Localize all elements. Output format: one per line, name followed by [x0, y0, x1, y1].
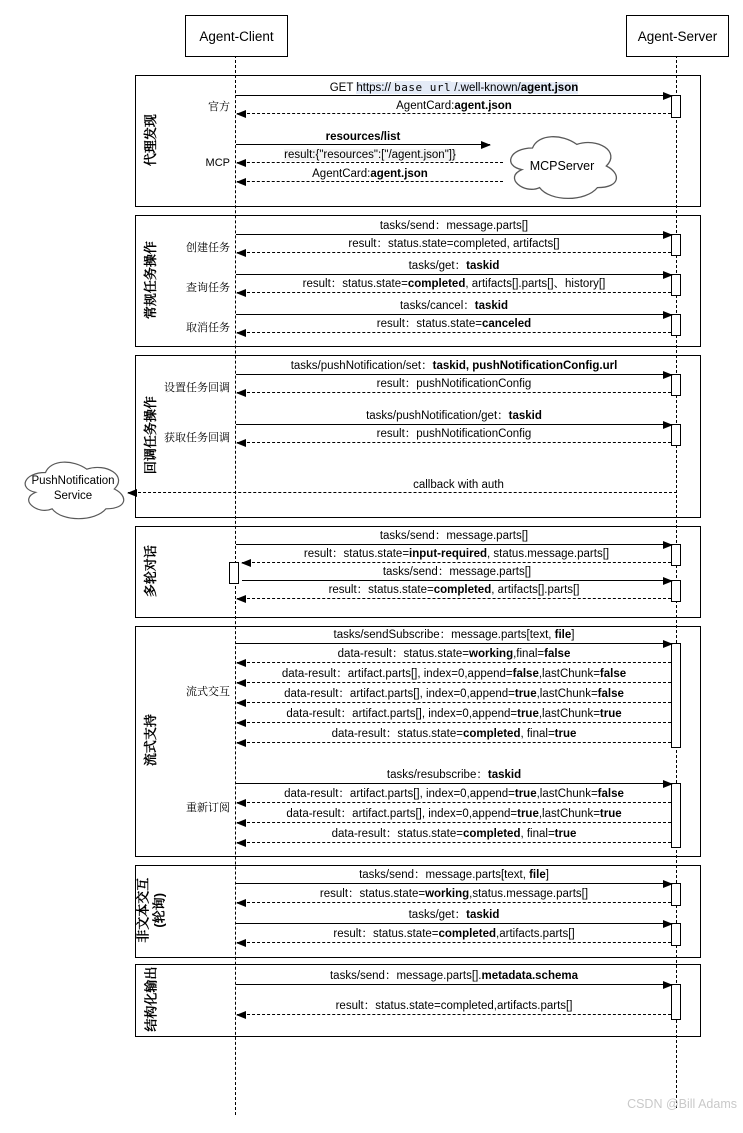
message	[236, 868, 672, 884]
message-label: data-result：status.state=completed, final=true	[331, 728, 577, 740]
message-label: data-result：artifact.parts[], index=0,append=true,lastChunk=false	[284, 688, 624, 700]
watermark: CSDN @Bill Adams	[627, 1097, 737, 1111]
message	[237, 667, 671, 683]
message-label: tasks/sendSubscribe：message.parts[text, file]	[333, 629, 575, 641]
section-label-callback-task-ops: 回调任务操作	[142, 396, 158, 475]
row-label-cancel-task: 取消任务	[186, 322, 230, 334]
section-label-multi-turn-dialog: 多轮对话	[142, 544, 158, 598]
push-notification-label: PushNotification Service	[31, 475, 115, 502]
message	[237, 277, 671, 293]
message-label: tasks/send：message.parts[]	[379, 530, 529, 542]
message	[237, 827, 671, 843]
message-label: data-result：artifact.parts[], index=0,append=true,lastChunk=false	[284, 788, 624, 800]
activation-bar	[671, 643, 681, 748]
message	[236, 409, 672, 425]
message	[237, 887, 671, 903]
message-callback	[128, 477, 677, 493]
message	[236, 768, 672, 784]
mcp-server-cloud	[503, 130, 621, 202]
message	[237, 787, 671, 803]
arrowhead-icon	[236, 389, 246, 397]
message-label: tasks/send：message.parts[].metadata.schema	[329, 970, 578, 982]
arrowhead-icon	[236, 110, 246, 118]
section-label-structured-output: 结构化输出	[142, 966, 158, 1033]
row-label-set-callback: 设置任务回调	[164, 382, 230, 394]
message-label: result:{"resources":["/agent.json"]}	[284, 149, 456, 161]
message-label: result：status.state=working,status.message.parts[]	[319, 888, 589, 900]
message-label: tasks/send：message.parts[]	[382, 566, 532, 578]
message-label: result：status.state=input-required, status.message.parts[]	[303, 548, 610, 560]
message	[236, 908, 672, 924]
message-label: result：pushNotificationConfig	[376, 428, 532, 440]
message	[237, 147, 503, 163]
message	[242, 565, 672, 581]
row-label-query-task: 查询任务	[186, 282, 230, 294]
message-label: result：pushNotificationConfig	[376, 378, 532, 390]
message	[236, 129, 490, 145]
message	[236, 80, 672, 96]
message-label: tasks/send：message.parts[text, file]	[359, 869, 549, 881]
message	[237, 687, 671, 703]
message	[237, 707, 671, 723]
message	[237, 98, 671, 114]
message-label: resources/list	[325, 131, 401, 143]
message	[237, 317, 671, 333]
section-label-agent-discovery: 代理发现	[142, 113, 158, 167]
message	[236, 219, 672, 235]
message	[236, 299, 672, 315]
message-label: data-result：status.state=working,final=false	[337, 648, 571, 660]
arrowhead-icon	[236, 178, 246, 186]
message-label: result：status.state=completed, artifacts[].parts[]、history[]	[302, 278, 606, 290]
message-label: result：status.state=canceled	[376, 318, 532, 330]
message	[236, 529, 672, 545]
message-label: tasks/send：message.parts[]	[379, 220, 529, 232]
message-label: tasks/resubscribe：taskid	[386, 769, 522, 781]
arrowhead-icon	[663, 981, 673, 989]
message-label: data-result：artifact.parts[], index=0,append=true,lastChunk=true	[286, 808, 622, 820]
arrowhead-icon	[236, 329, 246, 337]
arrowhead-icon	[236, 289, 246, 297]
arrowhead-icon	[236, 249, 246, 257]
message	[237, 583, 671, 599]
message	[237, 999, 671, 1015]
row-label-resubscribe: 重新订阅	[186, 802, 230, 814]
message-label: tasks/get：taskid	[408, 260, 500, 272]
arrowhead-icon	[127, 489, 137, 497]
actor-agent-client	[185, 15, 288, 57]
section-label-regular-task-ops: 常规任务操作	[142, 240, 158, 320]
message	[237, 647, 671, 663]
message-label: data-result：artifact.parts[], index=0,append=false,lastChunk=false	[281, 668, 627, 680]
message-label: tasks/pushNotification/get：taskid	[366, 410, 542, 422]
arrowhead-icon	[236, 939, 246, 947]
actor-label: Agent-Client	[199, 28, 274, 44]
message-label: tasks/cancel：taskid	[399, 300, 509, 312]
message	[236, 969, 672, 985]
message	[236, 628, 672, 644]
mcp-server-label: MCPServer	[529, 159, 595, 173]
message	[237, 927, 671, 943]
message-label: result：status.state=completed, artifacts[]	[348, 238, 560, 250]
message	[236, 259, 672, 275]
message	[237, 237, 671, 253]
arrowhead-icon	[236, 439, 246, 447]
message	[237, 427, 671, 443]
push-notification-cloud	[18, 456, 128, 522]
message-label: callback with auth	[413, 479, 504, 491]
row-label-create-task: 创建任务	[186, 242, 230, 254]
activation-bar	[671, 783, 681, 848]
message-label: tasks/get：taskid	[408, 909, 500, 921]
message-label: data-result：artifact.parts[], index=0,append=true,lastChunk=true	[286, 708, 622, 720]
actor-agent-server	[626, 15, 729, 57]
message-label: AgentCard:agent.json	[312, 168, 428, 180]
activation-bar	[671, 984, 681, 1020]
message	[242, 547, 671, 563]
arrowhead-icon	[236, 739, 246, 747]
message-label: result：status.state=completed,artifacts.parts[]	[333, 928, 575, 940]
message-label: GET https:// base url /.well-known/agent.json	[329, 81, 579, 94]
actor-label: Agent-Server	[637, 28, 718, 44]
message	[237, 377, 671, 393]
arrowhead-icon	[236, 839, 246, 847]
message-label: result：status.state=completed,artifacts.parts[]	[335, 1000, 573, 1012]
message	[237, 807, 671, 823]
message	[237, 166, 503, 182]
message-label: result：status.state=completed, artifacts[].parts[]	[328, 584, 580, 596]
row-label-mcp: MCP	[205, 157, 230, 169]
message-label: data-result：status.state=completed, final=true	[331, 828, 577, 840]
section-label-streaming-support: 流式支持	[142, 714, 158, 767]
arrowhead-icon	[236, 595, 246, 603]
message-label: tasks/pushNotification/set：taskid, pushNotificationConfig.url	[290, 360, 618, 372]
arrowhead-icon	[236, 1011, 246, 1019]
message	[236, 359, 672, 375]
row-label-get-callback: 获取任务回调	[164, 432, 230, 444]
row-label-official: 官方	[208, 101, 230, 113]
message	[237, 727, 671, 743]
message-label: AgentCard:agent.json	[396, 100, 512, 112]
row-label-stream-interaction: 流式交互	[186, 686, 230, 698]
section-label-non-text-interaction: 非文本交互 (轮询)	[134, 877, 167, 944]
